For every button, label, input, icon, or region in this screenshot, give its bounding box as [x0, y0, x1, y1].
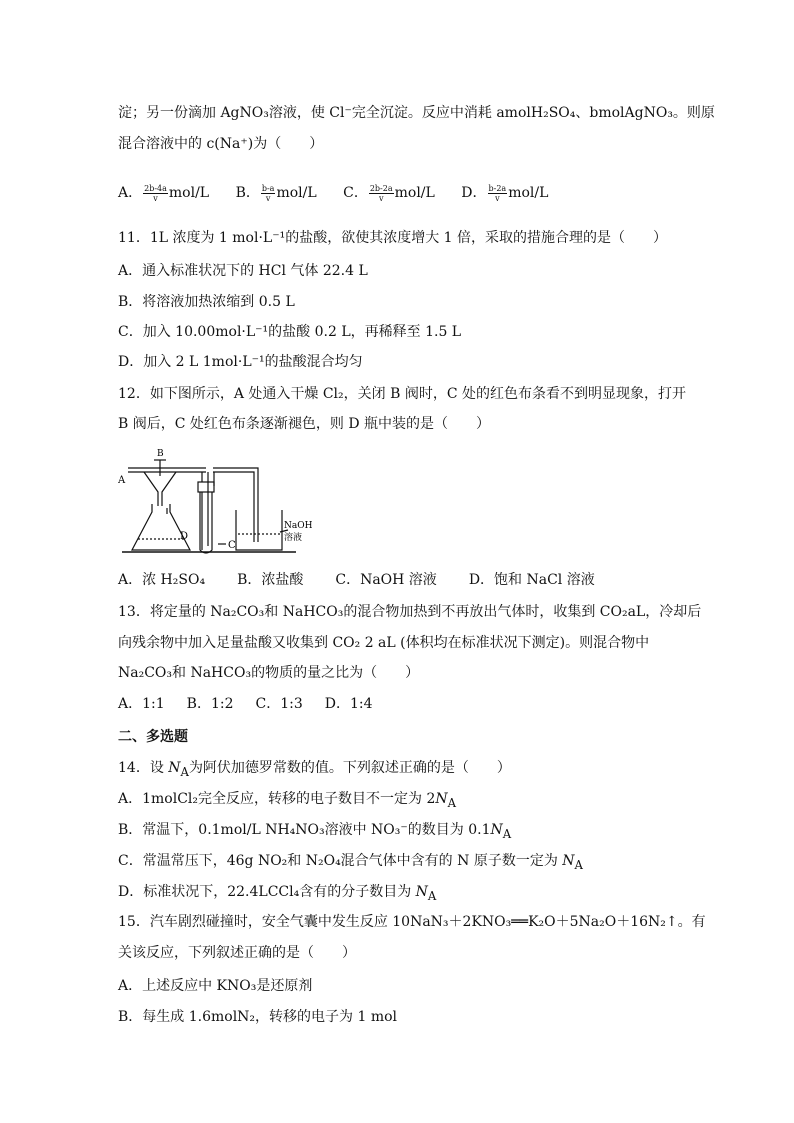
section-heading: 二、多选题: [118, 729, 188, 745]
fraction: [261, 184, 276, 203]
unit: mol/L: [508, 185, 549, 201]
q14-stem-post: 为阿伏加德罗常数的值。下列叙述正确的是（ ）: [188, 760, 511, 776]
q14-stem: [118, 758, 684, 782]
q10-line-1: 淀；另一份滴加 AgNO₃溶液，使 Cl⁻完全沉淀。反应中消耗 amolH₂SO₄、bmolAgNO₃。则原: [118, 105, 715, 121]
q13-option-c: C．1:3: [255, 696, 303, 712]
label-c: C: [228, 540, 236, 551]
q12-option-b: B．浓盐酸: [237, 572, 304, 588]
q14-c-text: C．常温常压下，46g NO₂和 N₂O₄混合气体中含有的 N 原子数一定为: [118, 853, 563, 869]
label-a: A: [118, 475, 126, 486]
q11-option-c: C．加入 10.00mol·L⁻¹的盐酸 0.2 L，再稀释至 1.5 L: [118, 324, 462, 340]
unit: mol/L: [276, 185, 317, 201]
denominator: v: [495, 193, 500, 203]
q13-line-2: 向残余物中加入足量盐酸又收集到 CO₂ 2 aL (体积均在标准状况下测定)。则混合物中: [118, 635, 650, 651]
q13-line-1: 13．将定量的 Na₂CO₃和 NaHCO₃的混合物加热到不再放出气体时，收集到 CO₂aL，冷却后: [118, 604, 702, 620]
na-subscript: A: [574, 857, 583, 872]
label-b: B: [157, 449, 164, 459]
na-subscript: A: [180, 764, 189, 779]
q12-option-d: D．饱和 NaCl 溶液: [468, 572, 595, 588]
q12-line-2: B 阀后，C 处红色布条逐渐褪色，则 D 瓶中装的是（ ）: [118, 416, 491, 432]
flask-d: [132, 504, 190, 550]
q15-line-1: 15．汽车剧烈碰撞时，安全气囊中发生反应 10NaN₃＋2KNO₃══K₂O＋5Na₂O＋16N₂↑。有: [118, 914, 706, 930]
denominator: v: [265, 193, 271, 203]
na-subscript: A: [427, 888, 437, 903]
unit: mol/L: [394, 185, 435, 201]
label-naoh: NaOH: [284, 521, 313, 531]
q14-stem-pre: 14．设: [118, 760, 169, 776]
beaker: [236, 510, 282, 550]
denominator: v: [378, 193, 384, 203]
fraction: [143, 184, 168, 203]
q14-option-b: [118, 820, 684, 844]
na-symbol: N: [490, 822, 503, 838]
q14-option-d: [118, 882, 684, 906]
q10-option-a: [118, 183, 209, 203]
q14-option-a: [118, 789, 684, 813]
q10-option-c: [343, 183, 435, 203]
q14-d-text: D．标准状况下，22.4LCCl₄含有的分子数目为: [118, 884, 416, 900]
q13-line-3: Na₂CO₃和 NaHCO₃的物质的量之比为（ ）: [118, 665, 420, 681]
q10-options: [118, 183, 684, 203]
na-subscript: A: [502, 826, 512, 841]
label-d: D: [180, 531, 189, 542]
q12-options: [118, 570, 684, 590]
q12-line-1: 12．如下图所示，A 处通入干燥 Cl₂，关闭 B 阀时，C 处的红色布条看不到明显现象，打开: [118, 386, 686, 402]
denominator: v: [153, 193, 158, 203]
q15-option-a: A．上述反应中 KNO₃是还原剂: [118, 978, 313, 994]
q15-line-2: 关该反应，下列叙述正确的是（ ）: [118, 945, 356, 961]
q13-option-a: A．1:1: [118, 696, 165, 712]
label-solution: 溶液: [284, 533, 303, 543]
fraction: [369, 184, 394, 203]
q11-stem: 11．1L 浓度为 1 mol·L⁻¹的盐酸，欲使其浓度增大 1 倍，采取的措施合理的是（ ）: [118, 230, 668, 246]
unit: mol/L: [168, 185, 210, 201]
inlet-tube: [128, 468, 206, 472]
numerator: b-2a: [488, 183, 507, 193]
q15-option-b: B．每生成 1.6molN₂，转移的电子为 1 mol: [118, 1009, 398, 1025]
q10-line-2: 混合溶液中的 c(Na⁺)为（ ）: [118, 136, 324, 152]
q11-option-a: A．通入标准状况下的 HCl 气体 22.4 L: [118, 263, 368, 279]
q11-option-b: B．将溶液加热浓缩到 0.5 L: [118, 294, 295, 310]
q11-option-d: D．加入 2 L 1mol·L⁻¹的盐酸混合均匀: [118, 354, 363, 370]
na-symbol: N: [168, 760, 181, 776]
q13-option-b: B．1:2: [186, 696, 234, 712]
numerator: 2b-2a: [369, 183, 393, 193]
apparatus-diagram: [118, 446, 318, 560]
fraction: [488, 184, 508, 203]
numerator: b-a: [261, 183, 275, 193]
numerator: 2b-4a: [144, 183, 167, 193]
q10-option-d: [461, 183, 548, 203]
q12-option-a: A．浓 H₂SO₄: [118, 572, 206, 588]
na-symbol: N: [415, 884, 428, 900]
option-label: C．: [343, 185, 368, 201]
q12-option-c: C．NaOH 溶液: [335, 572, 437, 588]
q14-option-c: [118, 851, 684, 875]
q14-a-text: A．1molCl₂完全反应，转移的电子数目不一定为 2: [118, 791, 436, 807]
option-label: B．: [235, 185, 260, 201]
option-label: A．: [118, 185, 143, 201]
q10-option-b: [236, 183, 317, 203]
q13-option-d: D．1:4: [324, 696, 373, 712]
q14-b-text: B．常温下，0.1mol/L NH₄NO₃溶液中 NO₃⁻的数目为 0.1: [118, 822, 491, 838]
test-tube-stopper: [198, 482, 214, 492]
option-label: D．: [461, 185, 487, 201]
na-symbol: N: [435, 791, 448, 807]
na-subscript: A: [447, 795, 457, 810]
na-symbol: N: [562, 853, 575, 869]
funnel: [144, 472, 176, 506]
q13-options: [118, 694, 684, 714]
